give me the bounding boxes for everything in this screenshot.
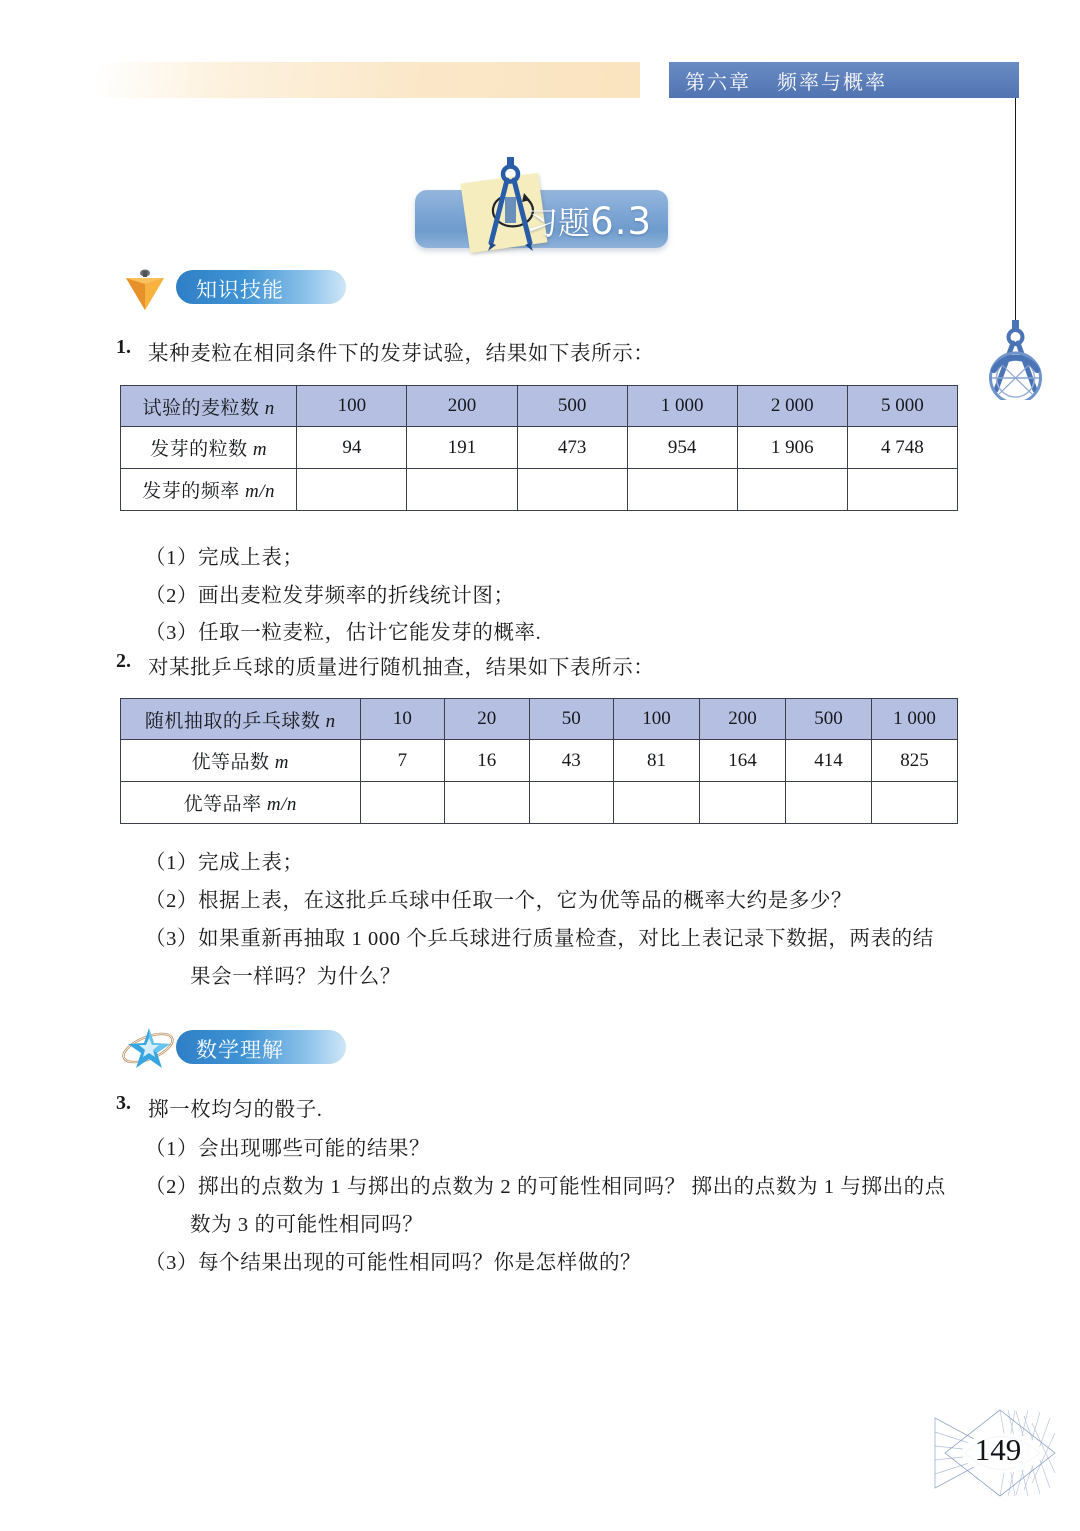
table-cell: 10 (360, 699, 444, 740)
table-row (121, 740, 958, 782)
table-cell: 20 (445, 699, 529, 740)
table-row (121, 782, 958, 824)
question-3-number: 3. (116, 1092, 131, 1114)
table-cell-blank (445, 782, 529, 824)
table-cell-blank (529, 782, 613, 824)
star-planet-icon (118, 1024, 180, 1072)
table-cell: 164 (700, 740, 786, 782)
row-label-var: m/n (266, 794, 297, 815)
section-label: 知识技能 (196, 278, 284, 302)
table-cell-blank (737, 469, 847, 511)
row-label-main: 优等品数 (191, 752, 270, 773)
table-cell-blank (360, 782, 444, 824)
table-row-label (121, 427, 297, 469)
table-header-label (121, 386, 297, 427)
question-2-number: 2. (116, 650, 131, 672)
table-cell: 2 000 (737, 386, 847, 427)
question-3-sub-1: （1）会出现哪些可能的结果？ (145, 1138, 431, 1160)
hanging-line-decoration (1015, 98, 1016, 326)
question-2-sub-1: （1）完成上表； (145, 852, 304, 874)
page-number: 149 (974, 1432, 1022, 1467)
table-cell: 1 000 (627, 386, 737, 427)
chapter-title: 频率与概率 (777, 69, 887, 94)
row-label-main: 发芽的频率 (142, 481, 240, 502)
table-row (121, 469, 958, 511)
table-cell: 500 (517, 386, 627, 427)
compass-ornament-icon (968, 320, 1064, 400)
question-3-sub-2: （2）掷出的点数为 1 与掷出的点数为 2 的可能性相同吗？ 掷出的点数为 1 与掷出的点 (145, 1176, 946, 1198)
table-cell: 191 (407, 427, 517, 469)
question-1-sub-2: （2）画出麦粒发芽频率的折线统计图； (145, 585, 515, 607)
table-pingpong-quality (120, 698, 958, 824)
table-cell: 43 (529, 740, 613, 782)
chapter-header-banner (669, 62, 1019, 98)
table-cell-blank (517, 469, 627, 511)
top-cream-decoration-bar (97, 62, 640, 98)
table-cell: 4 748 (847, 427, 957, 469)
question-3-stem: 掷一枚均匀的骰子. (148, 1099, 323, 1121)
row-label-main: 优等品率 (183, 794, 262, 815)
exercise-label: 习题 (526, 204, 591, 242)
question-3-sub-2-cont: 数为 3 的可能性相同吗？ (190, 1214, 424, 1236)
section-pill-math-understanding (176, 1030, 346, 1064)
question-2-sub-2: （2）根据上表，在这批乒乓球中任取一个，它为优等品的概率大约是多少？ (145, 890, 853, 912)
table-row (121, 427, 958, 469)
table-cell: 81 (614, 740, 700, 782)
table-cell-blank (785, 782, 871, 824)
header-label-var: n (325, 710, 336, 732)
table-cell: 1 906 (737, 427, 847, 469)
header-label-main: 试验的麦粒数 (142, 397, 260, 419)
table-cell: 825 (871, 740, 957, 782)
exercise-number: 6.3 (590, 200, 652, 243)
table-cell-blank (614, 782, 700, 824)
table-header-label (121, 699, 361, 740)
table-cell: 473 (517, 427, 627, 469)
table-cell-blank (700, 782, 786, 824)
question-2-sub-3-cont: 果会一样吗？为什么？ (190, 966, 401, 988)
table-cell: 200 (700, 699, 786, 740)
row-label-var: m (274, 752, 290, 773)
exercise-title-badge (415, 190, 668, 248)
table-cell-blank (627, 469, 737, 511)
table-cell: 500 (785, 699, 871, 740)
table-cell: 100 (297, 386, 407, 427)
question-1-stem: 某种麦粒在相同条件下的发芽试验，结果如下表所示： (148, 343, 655, 365)
table-row-label (121, 469, 297, 511)
table-cell: 50 (529, 699, 613, 740)
table-row-label (121, 740, 361, 782)
row-label-var: m/n (245, 481, 276, 502)
table-cell-blank (847, 469, 957, 511)
exercise-badge-text (526, 198, 652, 244)
section-header-math-understanding (118, 1028, 408, 1068)
section-pill-knowledge-skills (176, 270, 346, 304)
table-cell-blank (297, 469, 407, 511)
table-cell: 200 (407, 386, 517, 427)
chapter-number: 第六章 (685, 69, 751, 94)
question-1-sub-1: （1）完成上表； (145, 547, 304, 569)
question-3-sub-3: （3）每个结果出现的可能性相同吗？你是怎样做的？ (145, 1252, 642, 1274)
table-cell: 94 (297, 427, 407, 469)
table-wheat-germination (120, 385, 958, 511)
row-label-var: m (252, 439, 268, 460)
spinning-top-icon (118, 264, 180, 312)
table-cell-blank (407, 469, 517, 511)
header-label-main: 随机抽取的乒乓球数 (144, 710, 321, 732)
table-cell-blank (871, 782, 957, 824)
header-label-var: n (264, 397, 275, 419)
table-cell: 5 000 (847, 386, 957, 427)
table-cell: 954 (627, 427, 737, 469)
table-row (121, 699, 958, 740)
section-label: 数学理解 (196, 1038, 284, 1062)
table-row (121, 386, 958, 427)
table-cell: 16 (445, 740, 529, 782)
table-cell: 414 (785, 740, 871, 782)
question-2-sub-3: （3）如果重新再抽取 1 000 个乒乓球进行质量检查，对比上表记录下数据，两表的结 (145, 928, 934, 950)
section-header-knowledge-skills (118, 268, 408, 308)
table-cell: 100 (614, 699, 700, 740)
question-1-sub-3: （3）任取一粒麦粒，估计它能发芽的概率. (145, 622, 542, 644)
question-2-stem: 对某批乒乓球的质量进行随机抽查，结果如下表所示： (148, 657, 655, 679)
question-1-number: 1. (116, 336, 131, 358)
table-row-label (121, 782, 361, 824)
table-cell: 7 (360, 740, 444, 782)
row-label-main: 发芽的粒数 (150, 439, 248, 460)
table-cell: 1 000 (871, 699, 957, 740)
